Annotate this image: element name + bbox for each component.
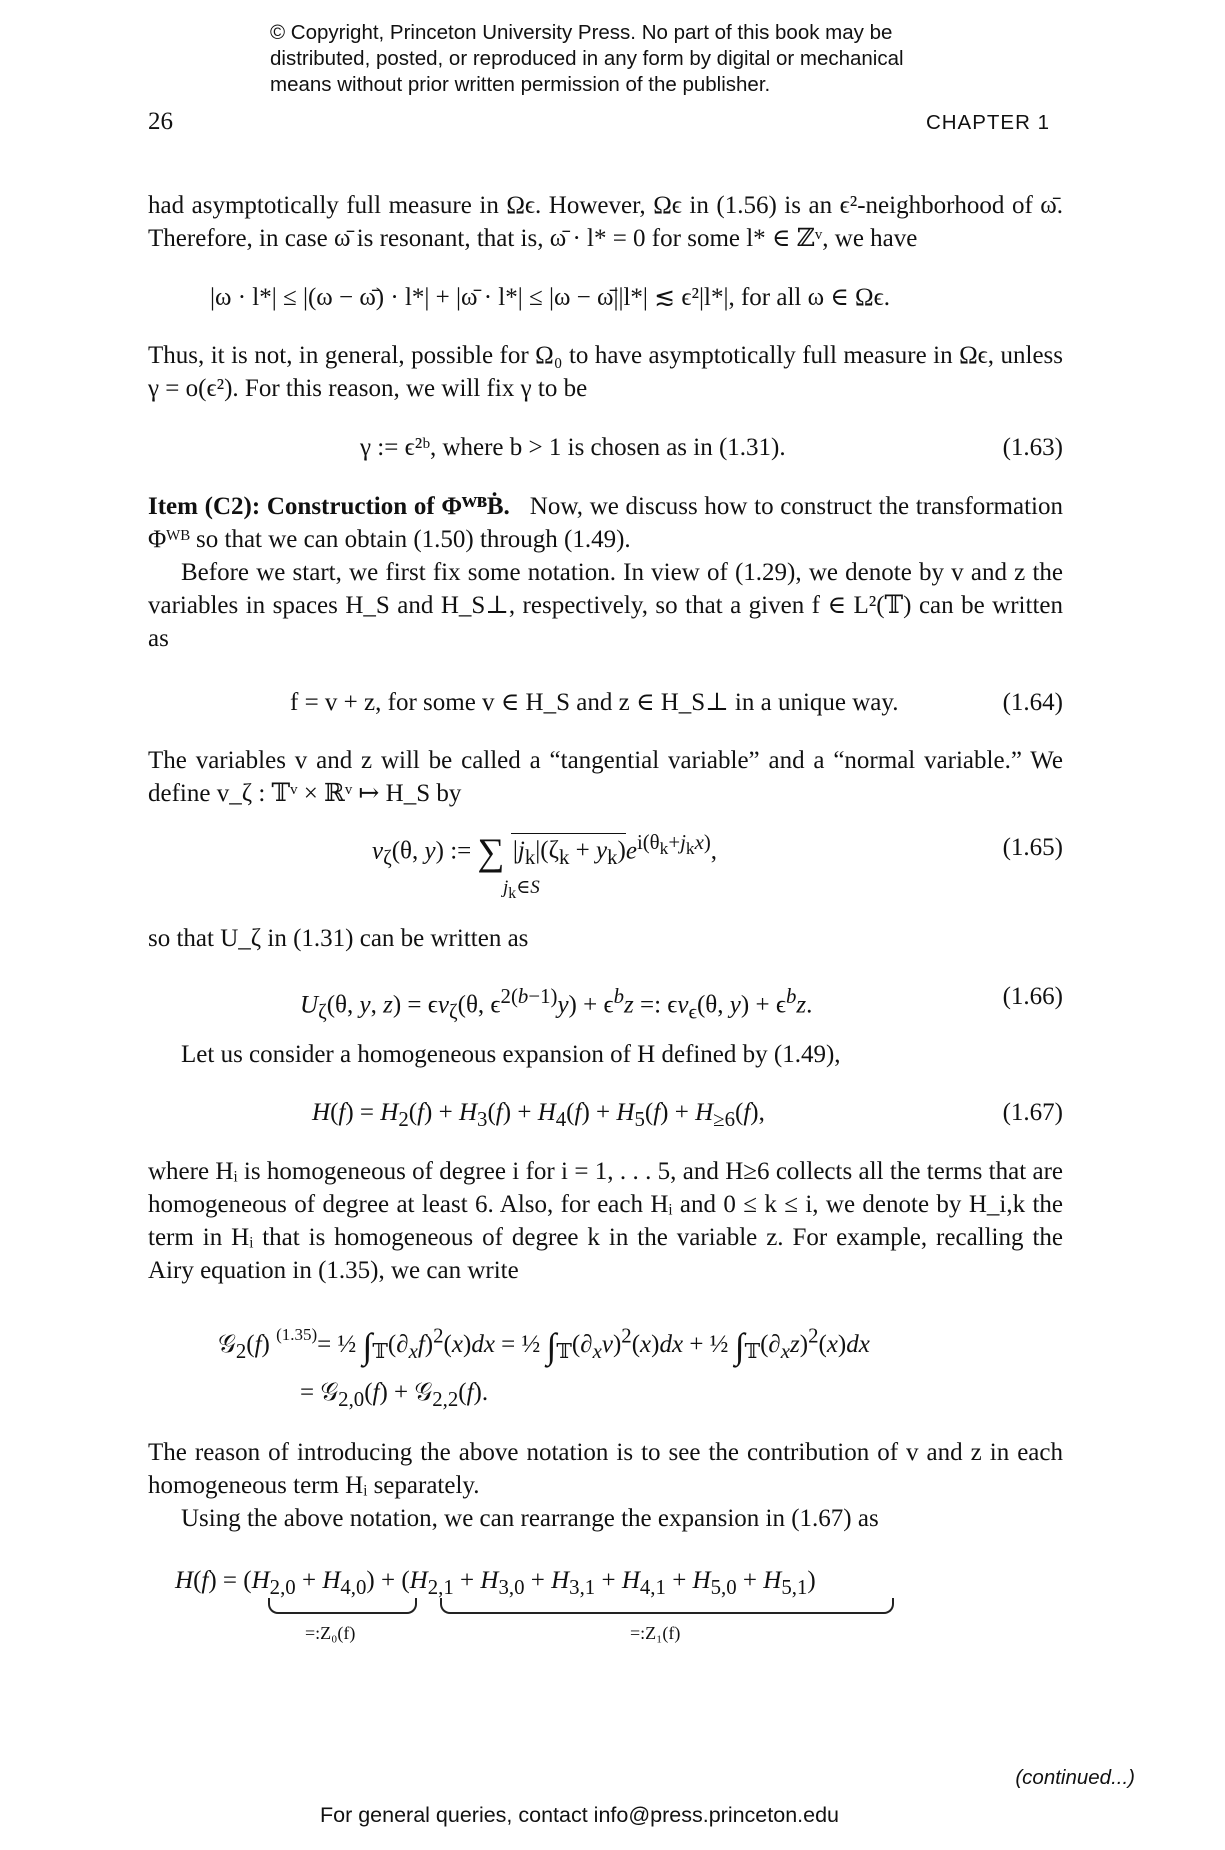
equation-inequality: |ω · l*| ≤ |(ω − ω̄) · l*| + |ω̄ · l*| ≤ |ω − ω̄||l*| ≲ ϵ²|l*|, for all ω ∈ Ωϵ. — [210, 284, 890, 311]
equation-number-1-63: (1.63) — [1002, 434, 1063, 461]
paragraph-5: The variables v and z will be called a “tangential variable” and a “normal variable.” We define v_ζ : 𝕋ᵛ × ℝᵛ ↦ H_S by — [148, 747, 1063, 807]
equation-1-67: $H(f) = H_2(f) + H_3(f) + H_4(f) + H_5(f) + H_{\ge 6}(f)$, — [312, 1099, 765, 1131]
chapter-heading: CHAPTER 1 — [925, 111, 1050, 134]
item-text: Now, we discuss how to construct the transformation Φᵂᴮ so that we can obtain (1.50) through (1.49). — [148, 493, 1063, 553]
underbrace-z0 — [268, 1598, 417, 1614]
equation-1-63: γ := ϵ²ᵇ, where b > 1 is chosen as in (1.31). — [360, 434, 786, 461]
paragraph-2: Thus, it is not, in general, possible for Ω₀ to have asymptotically full measure in Ωϵ, unless γ = o(ϵ²). For this reason, we will fix γ to be — [148, 342, 1063, 402]
label-z0: =:Z₀(f) — [305, 1623, 356, 1643]
paragraph-10: Using the above notation, we can rearrange the expansion in (1.67) as — [181, 1505, 879, 1532]
equation-1-65: $v_\zeta(\theta$, y) := ∑ $|j_k|(\zeta_k + y_k)e^{i(\theta_k+j_kx)}$, — [372, 830, 718, 874]
paragraph-6: so that U_ζ in (1.31) can be written as — [148, 925, 529, 952]
underbrace-z1 — [440, 1598, 894, 1614]
equation-number-1-66: (1.66) — [1002, 983, 1063, 1010]
paragraph-4: Before we start, we first fix some notation. In view of (1.29), we denote by v and z the variables in spaces H_S and H_S⊥, respectively, so that a given f ∈ L²(𝕋) can be written as — [148, 559, 1063, 652]
page-number: 26 — [148, 108, 173, 135]
item-heading: Item (C2): Construction of ΦᵂᴮḂ. — [148, 493, 510, 520]
equation-airy-line-2: = 𝒢$_{2,0}$(f) + 𝒢$_{2,2}$(f). — [300, 1379, 489, 1411]
paragraph-9: The reason of introducing the above notation is to see the contribution of v and z in each homogeneous term Hᵢ separately. — [148, 1439, 1063, 1499]
label-z1: =:Z₁(f) — [630, 1623, 681, 1643]
sum-index: $j_k\in S$ — [503, 877, 540, 902]
paragraph-1: had asymptotically full measure in Ωϵ. However, Ωϵ in (1.56) is an ϵ²-neighborhood of ω̄. Therefore, in case ω̄ is resonant, that is, ω̄ · l* = 0 for some l* ∈ ℤᵛ, we have — [148, 192, 1063, 252]
paragraph-item-c2 — [148, 490, 1063, 556]
equation-number-1-64: (1.64) — [1002, 689, 1063, 716]
equation-1-66: $U_\zeta(\theta$, y, $z) = \epsilon v_\zeta(\theta$, $\epsilon^{2(b-1)}y) + \epsilon^bz$ =: $\epsilon v_\epsilon(\theta$, $y) + \epsilon^bz$. — [300, 984, 813, 1024]
equation-1-64: f = v + z, for some v ∈ H_S and z ∈ H_S⊥ in a unique way. — [290, 689, 899, 716]
copyright-notice: © Copyright, Princeton University Press. No part of this book may be distributed, posted, or reproduced in any form by digital or mechanical means without prior written permission of the publisher. — [270, 21, 904, 96]
equation-number-1-67: (1.67) — [1002, 1099, 1063, 1126]
equation-number-1-65: (1.65) — [1002, 834, 1063, 861]
continued-note: (continued...) — [1015, 1766, 1135, 1789]
paragraph-8: where Hᵢ is homogeneous of degree i for i = 1, . . . 5, and H≥6 collects all the terms that are homogeneous of degree at least 6. Also, for each Hᵢ and 0 ≤ k ≤ i, we denote by H_i,k the term in Hᵢ that is homogeneous of degree k in the variable z. For example, recalling the Airy equation in (1.35), we can write — [148, 1158, 1063, 1284]
equation-airy-line-1: 𝒢$_2$(f) $^{(1.35)}$= ½ $\int_𝕋(\partial_xf)^2(x)dx$ = ½ $\int_𝕋(\partial_xv)^2(x)dx$ + ½ $\int_𝕋(\partial_xz)^2(x)dx$ — [218, 1323, 870, 1366]
paragraph-7: Let us consider a homogeneous expansion of H defined by (1.49), — [181, 1041, 841, 1068]
equation-rearranged: $H(f) = (H_{2,0} + H_{4,0}) + (H_{2,1} + H_{3,0} + H_{3,1} + H_{4,1} + H_{5,0} + H_{5,1})$ — [175, 1567, 816, 1599]
footer-contact: For general queries, contact info@press.princeton.edu — [320, 1803, 840, 1827]
